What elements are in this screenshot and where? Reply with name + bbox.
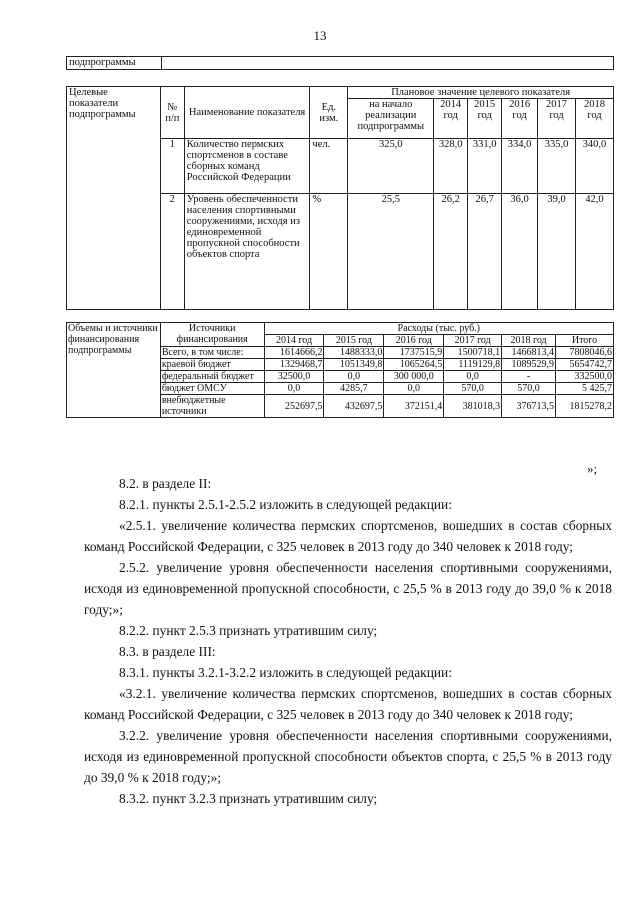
indicators-year: 2016 год bbox=[502, 99, 538, 139]
indicator-value: 340,0 bbox=[575, 139, 613, 194]
finance-year: 2018 год bbox=[502, 335, 556, 347]
finance-source: федеральный бюджет bbox=[160, 371, 264, 383]
indicator-start-value: 325,0 bbox=[348, 139, 434, 194]
finance-year: 2014 год bbox=[264, 335, 324, 347]
finance-source: краевой бюджет bbox=[160, 359, 264, 371]
indicator-value: 39,0 bbox=[538, 194, 576, 310]
closing-mark: »; bbox=[587, 461, 598, 476]
paragraph: 8.2. в разделе II: bbox=[119, 476, 212, 491]
indicator-value: 36,0 bbox=[502, 194, 538, 310]
finance-value: 300 000,0 bbox=[384, 371, 444, 383]
paragraph: 2.5.2. увеличение уровня обеспеченности населения спортивными сооружениями, исходя из единовременной пропускной способности, с 25,5 % в 2013 году до 39,0 % к 2018 году;»; bbox=[84, 560, 612, 617]
indicators-table bbox=[66, 86, 614, 310]
amendment-text bbox=[84, 473, 612, 809]
indicators-year: 2014 год bbox=[434, 99, 468, 139]
page-number: 13 bbox=[313, 28, 327, 43]
indicators-year: 2017 год bbox=[538, 99, 576, 139]
indicators-year: 2015 год bbox=[468, 99, 502, 139]
finance-value: 376713,5 bbox=[502, 395, 556, 418]
finance-value: 32500,0 bbox=[264, 371, 324, 383]
finance-value: 1737515,9 bbox=[384, 347, 444, 359]
top-row-label: подпрограммы bbox=[67, 57, 162, 70]
finance-value: 0,0 bbox=[264, 383, 324, 395]
finance-value: 570,0 bbox=[444, 383, 502, 395]
finance-value: 570,0 bbox=[502, 383, 556, 395]
finance-section-label: Объемы и источники финансирования подпрограммы bbox=[67, 323, 161, 418]
finance-value: 252697,5 bbox=[264, 395, 324, 418]
finance-col-source: Источники финансирования bbox=[160, 323, 264, 347]
paragraph: «2.5.1. увеличение количества пермских спортсменов, вошедших в состав сборных команд Российской Федерации, с 325 человек в 2013 году до 340 человек к 2018 году; bbox=[84, 518, 612, 554]
indicators-col-start: на начало реализации подпрограммы bbox=[348, 99, 434, 139]
finance-value: 432697,5 bbox=[324, 395, 384, 418]
indicator-value: 328,0 bbox=[434, 139, 468, 194]
finance-value: 332500,0 bbox=[556, 371, 614, 383]
indicator-unit: чел. bbox=[310, 139, 348, 194]
indicator-start-value: 25,5 bbox=[348, 194, 434, 310]
indicator-value: 42,0 bbox=[575, 194, 613, 310]
finance-value: 1329468,7 bbox=[264, 359, 324, 371]
indicator-value: 334,0 bbox=[502, 139, 538, 194]
finance-value: 1500718,1 bbox=[444, 347, 502, 359]
finance-year: 2016 год bbox=[384, 335, 444, 347]
finance-source: бюджет ОМСУ bbox=[160, 383, 264, 395]
finance-value: 0,0 bbox=[444, 371, 502, 383]
finance-value: 0,0 bbox=[384, 383, 444, 395]
indicators-col-unit: Ед. изм. bbox=[310, 87, 348, 139]
indicator-value: 26,7 bbox=[468, 194, 502, 310]
indicator-no: 1 bbox=[160, 139, 184, 194]
finance-table bbox=[66, 322, 614, 418]
top-row-table bbox=[66, 56, 614, 70]
indicators-col-name: Наименование показателя bbox=[184, 87, 310, 139]
finance-value: 4285,7 bbox=[324, 383, 384, 395]
paragraph: 8.2.2. пункт 2.5.3 признать утратившим силу; bbox=[119, 623, 378, 638]
finance-value: 1466813,4 bbox=[502, 347, 556, 359]
indicator-value: 331,0 bbox=[468, 139, 502, 194]
indicators-col-no: № п/п bbox=[160, 87, 184, 139]
paragraph: 8.2.1. пункты 2.5.1-2.5.2 изложить в следующей редакции: bbox=[119, 497, 452, 512]
paragraph: 8.3. в разделе III: bbox=[119, 644, 216, 659]
finance-source: внебюджетные источники bbox=[160, 395, 264, 418]
paragraph: 8.3.2. пункт 3.2.3 признать утратившим силу; bbox=[119, 791, 378, 806]
top-row-empty-cell bbox=[162, 57, 614, 70]
indicators-section-label: Целевые показатели подпрограммы bbox=[67, 87, 161, 310]
finance-year: 2015 год bbox=[324, 335, 384, 347]
finance-value: 1488333,0 bbox=[324, 347, 384, 359]
indicator-unit: % bbox=[310, 194, 348, 310]
finance-year: 2017 год bbox=[444, 335, 502, 347]
finance-value: 1065264,5 bbox=[384, 359, 444, 371]
indicator-value: 26,2 bbox=[434, 194, 468, 310]
paragraph: 8.3.1. пункты 3.2.1-3.2.2 изложить в следующей редакции: bbox=[119, 665, 452, 680]
finance-value: 1089529,9 bbox=[502, 359, 556, 371]
finance-year: Итого bbox=[556, 335, 614, 347]
finance-value: 1119129,8 bbox=[444, 359, 502, 371]
finance-value: 381018,3 bbox=[444, 395, 502, 418]
indicators-plan-header: Плановое значение целевого показателя bbox=[348, 87, 614, 99]
indicator-name: Уровень обеспеченности населения спортивными сооружениями, исходя из единовременной пропускной способности объектов спорта bbox=[184, 194, 310, 310]
indicator-name: Количество пермских спортсменов в составе сборных команд Российской Федерации bbox=[184, 139, 310, 194]
finance-value: 1614666,2 bbox=[264, 347, 324, 359]
paragraph: 3.2.2. увеличение уровня обеспеченности населения спортивными сооружениями, исходя из единовременной пропускной способности объектов спорта, с 25,5 % в 2013 году до 39,0 % к 2018 году;»; bbox=[84, 728, 612, 785]
finance-value: 1815278,2 bbox=[556, 395, 614, 418]
indicators-year: 2018 год bbox=[575, 99, 613, 139]
finance-expenses-header: Расходы (тыс. руб.) bbox=[264, 323, 613, 335]
finance-value: 5654742,7 bbox=[556, 359, 614, 371]
finance-value: 7808046,6 bbox=[556, 347, 614, 359]
finance-value: - bbox=[502, 371, 556, 383]
finance-value: 5 425,7 bbox=[556, 383, 614, 395]
finance-value: 0,0 bbox=[324, 371, 384, 383]
indicator-no: 2 bbox=[160, 194, 184, 310]
finance-value: 1051349,8 bbox=[324, 359, 384, 371]
indicator-value: 335,0 bbox=[538, 139, 576, 194]
finance-source: Всего, в том числе: bbox=[160, 347, 264, 359]
finance-value: 372151,4 bbox=[384, 395, 444, 418]
paragraph: «3.2.1. увеличение количества пермских спортсменов, вошедших в состав сборных команд Российской Федерации, с 325 человек в 2013 году до 340 человек к 2018 году; bbox=[84, 686, 612, 722]
